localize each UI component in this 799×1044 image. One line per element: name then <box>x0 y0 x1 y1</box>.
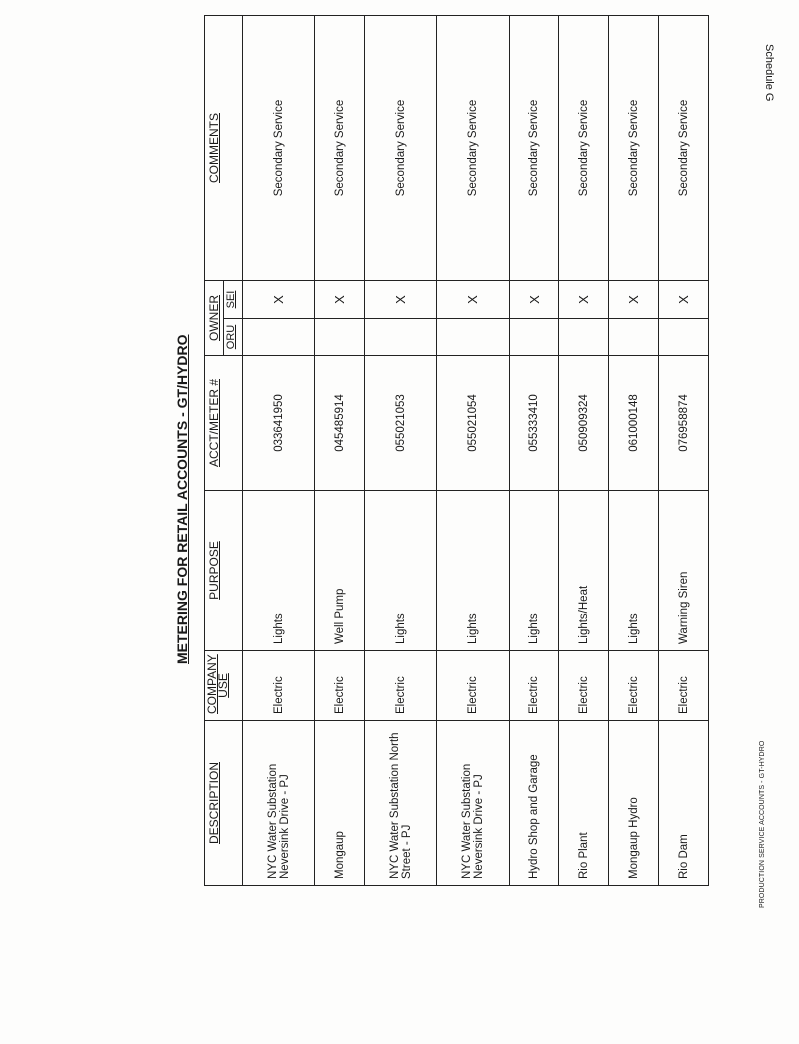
cell-company-use: Electric <box>365 651 437 721</box>
cell-acct-meter: 050909324 <box>559 356 609 491</box>
cell-comments: Secondary Service <box>365 16 437 281</box>
cell-owner-oru <box>659 319 709 356</box>
cell-acct-meter: 061000148 <box>609 356 659 491</box>
col-header-purpose: PURPOSE <box>205 491 243 651</box>
col-header-company-use: COMPANY USE <box>205 651 243 721</box>
col-header-owner-sei: SEI <box>224 281 243 319</box>
cell-comments: Secondary Service <box>315 16 365 281</box>
cell-company-use: Electric <box>315 651 365 721</box>
table-row <box>659 16 709 886</box>
cell-comments: Secondary Service <box>659 16 709 281</box>
cell-company-use: Electric <box>659 651 709 721</box>
cell-company-use: Electric <box>609 651 659 721</box>
cell-acct-meter: 055021054 <box>437 356 509 491</box>
table-row <box>243 16 315 886</box>
cell-owner-oru <box>559 319 609 356</box>
cell-purpose: Lights <box>243 491 315 651</box>
col-header-acct-meter: ACCT/METER # <box>205 356 243 491</box>
cell-acct-meter: 055333410 <box>509 356 559 491</box>
cell-purpose: Lights <box>609 491 659 651</box>
cell-company-use: Electric <box>559 651 609 721</box>
cell-description: NYC Water Substation Neversink Drive - PJ <box>437 721 509 886</box>
table-row <box>559 16 609 886</box>
cell-company-use: Electric <box>437 651 509 721</box>
cell-comments: Secondary Service <box>437 16 509 281</box>
cell-description: Rio Plant <box>559 721 609 886</box>
cell-purpose: Lights <box>437 491 509 651</box>
cell-acct-meter: 033641950 <box>243 356 315 491</box>
cell-owner-sei: X <box>509 281 559 319</box>
cell-acct-meter: 055021053 <box>365 356 437 491</box>
cell-description: NYC Water Substation North Street - PJ <box>365 721 437 886</box>
cell-owner-sei: X <box>437 281 509 319</box>
cell-comments: Secondary Service <box>243 16 315 281</box>
cell-owner-sei: X <box>365 281 437 319</box>
col-header-owner-oru: ORU <box>224 319 243 356</box>
col-header-description: DESCRIPTION <box>205 721 243 886</box>
cell-acct-meter: 045485914 <box>315 356 365 491</box>
header-row <box>205 16 224 886</box>
cell-acct-meter: 076958874 <box>659 356 709 491</box>
cell-owner-sei: X <box>315 281 365 319</box>
page-title: METERING FOR RETAIL ACCOUNTS - GT/HYDRO <box>174 334 190 664</box>
cell-description: Hydro Shop and Garage <box>509 721 559 886</box>
cell-description: NYC Water Substation Neversink Drive - PJ <box>243 721 315 886</box>
cell-owner-oru <box>365 319 437 356</box>
cell-owner-sei: X <box>609 281 659 319</box>
cell-owner-sei: X <box>659 281 709 319</box>
cell-comments: Secondary Service <box>609 16 659 281</box>
cell-purpose: Well Pump <box>315 491 365 651</box>
table-row <box>437 16 509 886</box>
cell-owner-sei: X <box>559 281 609 319</box>
cell-purpose: Lights/Heat <box>559 491 609 651</box>
table-row <box>365 16 437 886</box>
col-header-comments: COMMENTS <box>205 16 243 281</box>
cell-owner-oru <box>315 319 365 356</box>
cell-owner-oru <box>437 319 509 356</box>
table-row <box>509 16 559 886</box>
page-footer: PRODUCTION SERVICE ACCOUNTS - GT-HYDRO <box>759 740 766 908</box>
cell-owner-oru <box>243 319 315 356</box>
metering-table-wrapper <box>204 16 709 886</box>
cell-description: Mongaup Hydro <box>609 721 659 886</box>
cell-owner-sei: X <box>243 281 315 319</box>
cell-purpose: Warning Siren <box>659 491 709 651</box>
cell-purpose: Lights <box>509 491 559 651</box>
cell-comments: Secondary Service <box>559 16 609 281</box>
cell-description: Mongaup <box>315 721 365 886</box>
metering-table <box>204 15 709 886</box>
cell-owner-oru <box>609 319 659 356</box>
col-header-owner: OWNER <box>205 281 224 356</box>
cell-description: Rio Dam <box>659 721 709 886</box>
schedule-label: Schedule G <box>763 44 775 102</box>
cell-purpose: Lights <box>365 491 437 651</box>
table-row <box>315 16 365 886</box>
cell-owner-oru <box>509 319 559 356</box>
cell-company-use: Electric <box>509 651 559 721</box>
cell-company-use: Electric <box>243 651 315 721</box>
table-row <box>609 16 659 886</box>
cell-comments: Secondary Service <box>509 16 559 281</box>
